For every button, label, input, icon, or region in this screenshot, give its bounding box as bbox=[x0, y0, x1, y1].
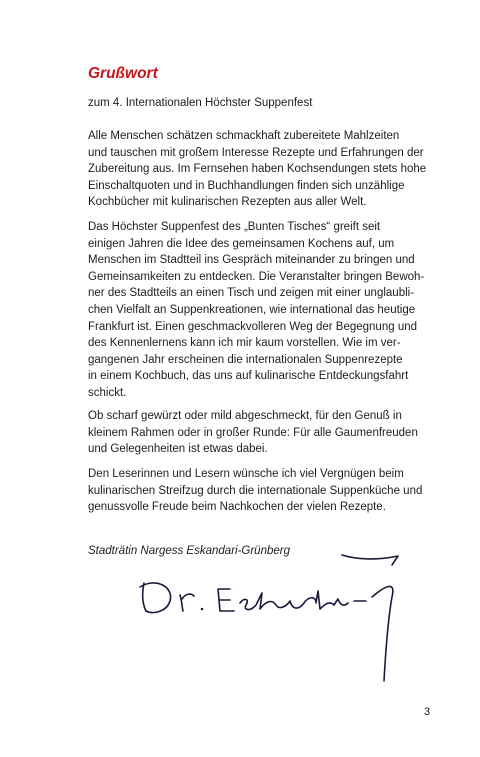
text-line: kleinem Rahmen oder in großer Runde: Für alle Gaumenfreuden bbox=[88, 426, 418, 439]
text-line: Den Leserinnen und Lesern wünsche ich viel Vergnügen beim bbox=[88, 468, 404, 480]
paragraph-4 bbox=[88, 466, 448, 516]
text-line: Einschaltquoten und in Buchhandlungen finden sich unzählige bbox=[88, 179, 405, 192]
text-line: Frankfurt ist. Einen geschmackvolleren Weg der Begegnung und bbox=[88, 320, 418, 333]
paragraph-2 bbox=[88, 219, 448, 402]
text-line: Kochbücher mit kulinarischen Rezepten aus aller Welt. bbox=[88, 196, 367, 209]
text-line: genussvolle Freude beim Nachkochen der vielen Rezepte. bbox=[88, 501, 386, 514]
text-line: kulinarischen Streifzug durch die internationale Suppenküche und bbox=[88, 484, 423, 497]
text-line: und tauschen mit großem Interesse Rezepte und Erfahrungen der bbox=[88, 146, 424, 159]
text-line: Das Höchster Suppenfest des „Bunten Tisches“ greift seit bbox=[88, 221, 381, 233]
text-line: in einem Kochbuch, das uns auf kulinarische Entdeckungsfahrt bbox=[88, 370, 409, 383]
page-number: 3 bbox=[424, 706, 431, 718]
text-line: Menschen im Stadtteil ins Gespräch miteinander zu bringen und bbox=[88, 254, 415, 267]
page-title: Grußwort bbox=[88, 65, 158, 82]
text-line: chen Vielfalt an Suppenkreationen, wie international das heutige bbox=[88, 303, 416, 316]
paragraph-3 bbox=[88, 408, 448, 458]
text-line: Ob scharf gewürzt oder mild abgeschmeckt, für den Genuß in bbox=[88, 410, 402, 422]
text-line: schickt. bbox=[88, 386, 127, 399]
text-line: Gemeinsamkeiten zu entdecken. Die Veranstalter bringen Bewoh- bbox=[88, 270, 425, 283]
text-line: Alle Menschen schätzen schmackhaft zubereitete Mahlzeiten bbox=[88, 130, 400, 142]
text-line: einigen Jahren die Idee des gemeinsamen Kochens auf, um bbox=[88, 237, 395, 250]
author-name: Stadträtin Nargess Eskandari-Grünberg bbox=[88, 545, 290, 557]
text-line: ner des Stadtteils an einen Tisch und zeigen mit einer unglaubli- bbox=[88, 287, 415, 300]
subtitle: zum 4. Internationalen Höchster Suppenfest bbox=[88, 97, 313, 109]
text-line: des Kennenlernens kann ich mir kaum vorstellen. Wie im ver- bbox=[88, 337, 401, 350]
text-line: und Gelegenheiten ist etwas dabei. bbox=[88, 443, 268, 456]
text-line: Zubereitung aus. Im Fernsehen haben Kochsendungen stets hohe bbox=[88, 163, 427, 176]
paragraph-1 bbox=[88, 128, 448, 211]
handwritten-signature bbox=[130, 545, 420, 695]
text-line: gangenen Jahr erscheinen die internationalen Suppenrezepte bbox=[88, 353, 403, 366]
